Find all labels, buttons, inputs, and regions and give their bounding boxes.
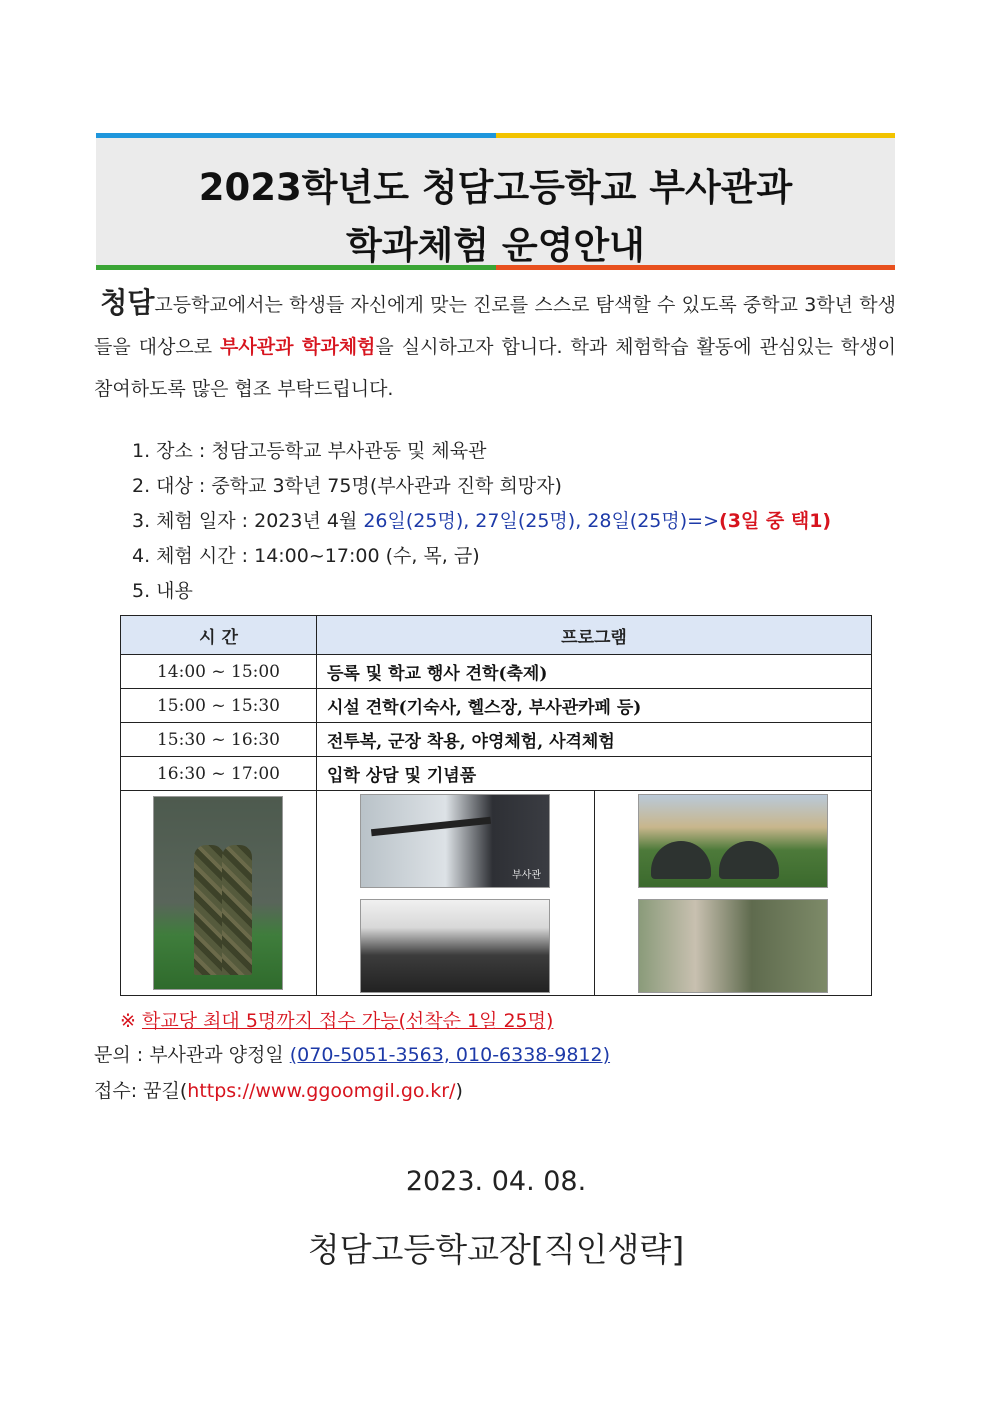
title-bar-top-blue: [96, 133, 496, 138]
row-time: 15:30 ~ 16:30: [121, 723, 317, 757]
item-target: 2. 대상 : 중학교 3학년 75명(부사관과 진학 희망자): [132, 475, 562, 497]
row-program: 시설 견학(기숙사, 헬스장, 부사관카페 등): [317, 689, 872, 723]
photo-camping-experience: [638, 794, 828, 888]
apply-label: 접수: 꿈길(: [94, 1080, 188, 1102]
item-date-values: 26일(25명), 27일(25명), 28일(25명)=>: [363, 510, 720, 532]
row-time: 15:00 ~ 15:30: [121, 689, 317, 723]
header-program: 프로그램: [317, 616, 872, 655]
row-program: 전투복, 군장 착용, 야영체험, 사격체험: [317, 723, 872, 757]
contact-phones-link[interactable]: (070-5051-3563, 010-6338-9812): [289, 1044, 611, 1066]
intro-text-1: 고등학교에서는 학생들 자신에게 맞는 진로를 스스로 탐색할 수 있도록 중학교 3학년 학생들을 대상으로: [94, 294, 896, 358]
item-content: 5. 내용: [132, 580, 193, 602]
principal-signature: 청담고등학교장[직인생략]: [307, 1230, 685, 1269]
row-program: 등록 및 학교 행사 견학(축제): [317, 655, 872, 689]
table-row: [121, 689, 872, 723]
title-line-2: 학과체험 운영안내: [346, 224, 645, 267]
apply-url-link[interactable]: https://www.ggoomgil.go.kr/: [187, 1080, 456, 1102]
photo-cell-soldiers: [121, 791, 317, 996]
schedule-table: [120, 615, 872, 996]
tent-shape: [719, 841, 779, 879]
apply-line: [94, 1076, 463, 1103]
table-header-row: [121, 616, 872, 655]
apply-close: ): [455, 1080, 463, 1102]
row-time: 16:30 ~ 17:00: [121, 757, 317, 791]
soldier-figure: [194, 845, 224, 975]
photo-row: [121, 791, 872, 996]
photo-march-gear: [638, 899, 828, 993]
intro-highlight: 부사관과 학과체험: [220, 336, 376, 358]
table-row: [121, 757, 872, 791]
info-list: [132, 434, 912, 609]
row-time: 14:00 ~ 15:00: [121, 655, 317, 689]
item-date-choice: (3일 중 택1): [719, 510, 832, 532]
photo-gym-tour: [360, 899, 550, 993]
item-place: 1. 장소 : 청담고등학교 부사관동 및 체육관: [132, 440, 487, 462]
header-time: 시 간: [121, 616, 317, 655]
item-time: 4. 체험 시간 : 14:00~17:00 (수, 목, 금): [132, 545, 480, 567]
item-date-label: 3. 체험 일자 : 2023년 4월: [132, 510, 364, 532]
intro-paragraph: [94, 282, 896, 410]
table-row: [121, 723, 872, 757]
photo-soldiers-uniform: [153, 796, 283, 990]
photo-caption: 부사관: [512, 870, 541, 881]
intro-text-2: 을 실시하고자 합니다. 학과 체험학습 활동에 관심있는 학생이 참여하도록 많은 협조 부탁드립니다.: [94, 336, 896, 400]
intro-lead: 청담: [100, 286, 155, 319]
document-date: 2023. 04. 08.: [405, 1166, 587, 1197]
tent-shape: [651, 841, 711, 879]
item-date: [132, 504, 912, 539]
title-bar-top-yellow: [496, 133, 895, 138]
notice-text: 학교당 최대 5명까지 접수 가능(선착순 1일 25명): [141, 1010, 554, 1032]
row-program: 입학 상담 및 기념품: [317, 757, 872, 791]
title-box: [96, 133, 895, 270]
photo-cell-camp-march: [595, 791, 872, 996]
title-line-1: 2023학년도 청담고등학교 부사관과: [198, 166, 793, 209]
table-row: [121, 655, 872, 689]
photo-shooting-experience: [360, 794, 550, 888]
photo-cell-shooting-gym: [317, 791, 595, 996]
contact-line: [94, 1040, 610, 1067]
soldier-figure: [222, 845, 252, 975]
notice-mark: ※: [120, 1010, 142, 1032]
contact-label: 문의 : 부사관과 양정일: [94, 1044, 290, 1066]
rifle-shape: [371, 817, 491, 837]
notice-line: [120, 1006, 553, 1033]
